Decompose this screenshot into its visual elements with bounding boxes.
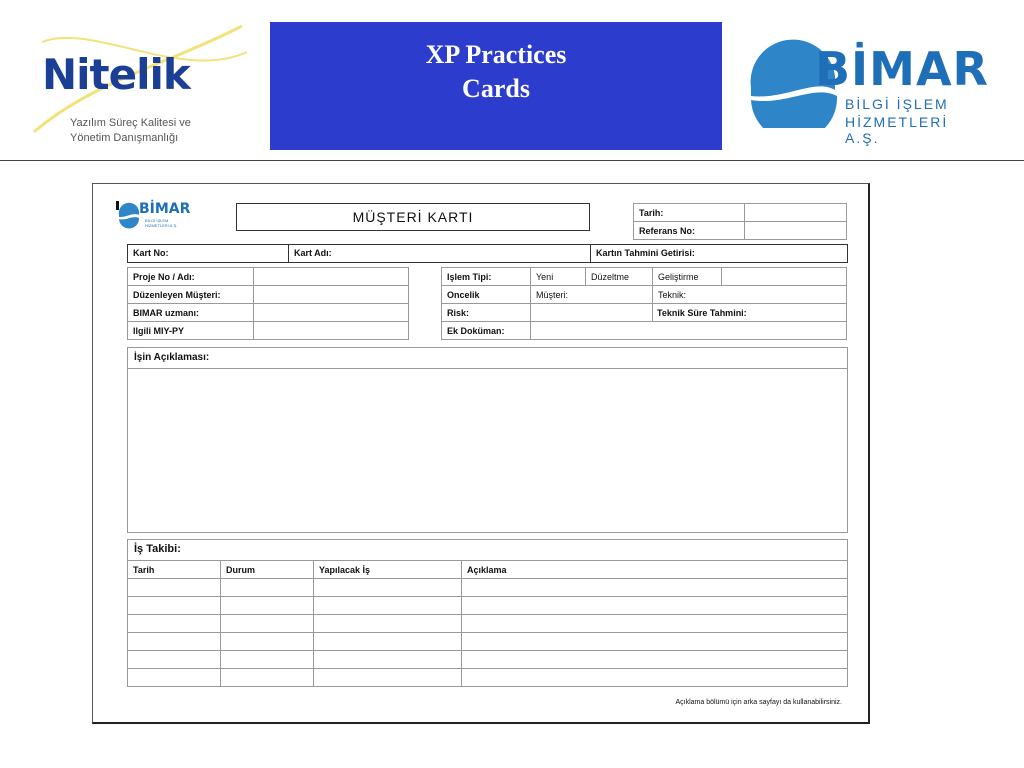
related-miy-field[interactable] xyxy=(254,322,409,340)
cell[interactable] xyxy=(314,651,462,669)
card-bimar-tagline-2: HİZMETLERİ A.Ş. xyxy=(145,223,178,228)
type-new[interactable]: Yeni xyxy=(531,268,586,286)
nitelik-tagline xyxy=(70,116,191,146)
cell[interactable] xyxy=(314,579,462,597)
page-title-box xyxy=(270,22,722,150)
estimated-return-label: Kartın Tahmini Getirisi: xyxy=(596,248,695,258)
tracking-section xyxy=(127,539,848,687)
page-title-line2: Cards xyxy=(462,74,530,103)
table-row xyxy=(128,597,847,615)
col-task-header: Yapılacak İş xyxy=(314,561,462,579)
cell[interactable] xyxy=(462,651,848,669)
cell[interactable] xyxy=(128,633,221,651)
project-info-table xyxy=(127,267,409,340)
customer-field[interactable] xyxy=(254,286,409,304)
cell[interactable] xyxy=(128,597,221,615)
bimar-expert-label: BIMAR uzmanı: xyxy=(128,304,254,322)
description-field[interactable] xyxy=(128,369,847,529)
cell[interactable] xyxy=(128,615,221,633)
bimar-expert-field[interactable] xyxy=(254,304,409,322)
risk-label: Risk: xyxy=(442,304,531,322)
cell[interactable] xyxy=(128,669,221,687)
customer-label: Düzenleyen Müşteri: xyxy=(128,286,254,304)
bimar-line1: BİLGİ İŞLEM xyxy=(845,96,949,112)
table-row xyxy=(128,651,847,669)
card-title: MÜŞTERİ KARTI xyxy=(236,203,590,231)
nitelik-wordmark: Nitelik xyxy=(42,50,190,99)
table-row xyxy=(128,633,847,651)
cell[interactable] xyxy=(314,669,462,687)
bimar-logo xyxy=(745,34,989,146)
related-miy-label: Ilgili MIY-PY xyxy=(128,322,254,340)
cell[interactable] xyxy=(221,597,314,615)
cell[interactable] xyxy=(221,633,314,651)
col-description-header: Açıklama xyxy=(462,561,848,579)
card-name-label: Kart Adı: xyxy=(294,248,332,258)
operation-info-table xyxy=(441,267,847,340)
footer-note: Açıklama bölümü için arka sayfayı da kullanabilirsiniz. xyxy=(675,699,842,706)
table-row xyxy=(128,669,847,687)
page-title-line1: XP Practices xyxy=(425,40,567,69)
cell[interactable] xyxy=(221,579,314,597)
cell[interactable] xyxy=(462,615,848,633)
date-reference-table xyxy=(633,203,847,240)
project-label: Proje No / Adı: xyxy=(128,268,254,286)
cell[interactable] xyxy=(462,579,848,597)
bimar-wordmark: BİMAR xyxy=(815,42,989,96)
cell[interactable] xyxy=(314,633,462,651)
cell[interactable] xyxy=(462,633,848,651)
customer-card xyxy=(92,183,870,724)
risk-field[interactable] xyxy=(531,304,653,322)
col-date-header: Tarih xyxy=(128,561,221,579)
description-section xyxy=(127,347,848,533)
table-row xyxy=(128,615,847,633)
project-field[interactable] xyxy=(254,268,409,286)
card-bimar-wordmark: BİMAR xyxy=(139,201,191,217)
col-status-header: Durum xyxy=(221,561,314,579)
cell[interactable] xyxy=(128,579,221,597)
cell[interactable] xyxy=(462,597,848,615)
date-label: Tarih: xyxy=(634,204,745,222)
card-info-row xyxy=(127,244,848,263)
nitelik-tagline-line1: Yazılım Süreç Kalitesi ve xyxy=(70,117,191,129)
cell[interactable] xyxy=(314,597,462,615)
reference-field[interactable] xyxy=(745,222,847,240)
technical-estimate-label: Teknik Süre Tahmini: xyxy=(653,304,847,322)
card-bimar-logo xyxy=(117,199,207,233)
type-fix[interactable]: Düzeltme xyxy=(586,268,653,286)
priority-label: Oncelik xyxy=(442,286,531,304)
table-row xyxy=(128,579,847,597)
bimar-line2: HİZMETLERİ A.Ş. xyxy=(845,114,949,146)
cell[interactable] xyxy=(128,651,221,669)
card-bimar-wave-icon xyxy=(117,199,141,229)
header-divider xyxy=(0,160,1024,161)
card-bimar-tagline xyxy=(145,218,177,228)
priority-customer[interactable]: Müşteri: xyxy=(531,286,653,304)
operation-type-field[interactable] xyxy=(722,268,847,286)
operation-type-label: Işlem Tipi: xyxy=(442,268,531,286)
type-development[interactable]: Geliştirme xyxy=(653,268,722,286)
tracking-title: İş Takibi: xyxy=(134,543,181,555)
attachment-field[interactable] xyxy=(531,322,847,340)
card-bimar-tagline-1: BİLGİ İŞLEM xyxy=(145,218,169,223)
cell[interactable] xyxy=(221,669,314,687)
description-title: İşin Açıklaması: xyxy=(128,348,847,369)
nitelik-logo xyxy=(32,22,250,150)
cell[interactable] xyxy=(314,615,462,633)
cell[interactable] xyxy=(221,615,314,633)
cell[interactable] xyxy=(221,651,314,669)
cell[interactable] xyxy=(462,669,848,687)
tracking-table xyxy=(128,560,847,687)
reference-label: Referans No: xyxy=(634,222,745,240)
card-no-label: Kart No: xyxy=(133,248,169,258)
priority-technical[interactable]: Teknik: xyxy=(653,286,847,304)
attachment-label: Ek Doküman: xyxy=(442,322,531,340)
date-field[interactable] xyxy=(745,204,847,222)
nitelik-tagline-line2: Yönetim Danışmanlığı xyxy=(70,132,179,144)
